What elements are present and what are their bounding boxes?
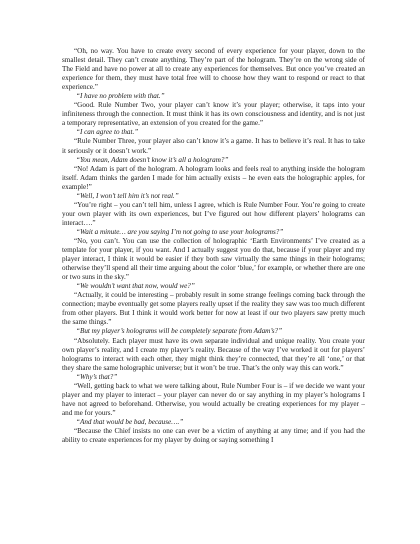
dialogue-line-italic: “I have no problem with that.” [76,92,165,101]
dialogue-line-italic: “And that would be bad, because….” [76,417,184,426]
dialogue-paragraph: “No! Adam is part of the hologram. A hologram looks and feels real to anything inside the hologram itself. Adam thinks the garden I made for him actually exists – he even eats the holographic apples, for example!” [62,164,365,191]
dialogue-line-italic: “We wouldn’t want that now, would we?” [76,282,195,291]
book-page-text [62,47,365,445]
dialogue-paragraph: “Oh, no way. You have to create every second of every experience for your player, down to the smallest detail. They can’t create anything. They’re part of the hologram. They’re on the wrong side of The Field and have no power at all to create any experiences for themselves. But once you’ve created an experience for them, they must have total free will to choose how they want to respond or react to that experience.” [62,47,365,92]
dialogue-line-italic: “Why’s that?” [76,372,118,381]
dialogue-line-italic: “But my player’s holograms will be completely separate from Adam’s?” [76,327,283,336]
dialogue-paragraph: “Good. Rule Number Two, your player can’t know it’s your player; otherwise, it taps into your infiniteness through the connection. It must think it has its own consciousness and identity, and is not just a temporary representative, an extension of you created for the game.” [62,101,365,128]
dialogue-paragraph: “You’re right – you can’t tell him, unless I agree, which is Rule Number Four. You’re going to create your own player with its own experiences, but I’ve figured out how different players’ holograms can interact….” [62,200,365,227]
dialogue-paragraph: “No, you can’t. You can use the collection of holographic ‘Earth Environments’ I’ve created as a template for your player, if you want. And I actually suggest you do that, because if your player and my player interact, I think it would be easier if they both saw virtually the same things in their holograms; otherwise they’ll spend all their time arguing about the color ‘blue,’ for example, or whether there are one or two suns in the sky.” [62,236,365,282]
dialogue-line-italic: “I can agree to that.” [76,128,139,137]
dialogue-paragraph: “Actually, it could be interesting – probably result in some strange feelings coming back through the connection; maybe eventually get some players really upset if the reality they saw was too much different from other players. But I think it would work better for now at least if our two players saw pretty much the same things.” [62,291,365,327]
dialogue-line-italic: “Well, I won’t tell him it’s not real.” [76,191,179,200]
dialogue-paragraph: “Absolutely. Each player must have its own separate individual and unique reality. You create your own player’s reality, and I create my player’s reality. Because of the way I’ve worked it out for players’ holograms to interact with each other, they might think they’re connected, that they’re all ‘one,’ or that they share the same holographic universe; but it won’t be true. That’s the only way this can work.” [62,336,365,372]
dialogue-paragraph: “Because the Chief insists no one can ever be a victim of anything at any time; and if you had the ability to create experiences for my player by doing or saying something I [62,426,365,445]
dialogue-paragraph: “Well, getting back to what we were talking about, Rule Number Four is – if we decide we want your player and my player to interact – your player can never do or say anything in my player’s holograms I have not agreed to beforehand. Otherwise, you would actually be creating experiences for my player – and me for yours.” [62,381,365,417]
dialogue-line-italic: “You mean, Adam doesn’t know it’s all a hologram?” [76,155,229,164]
dialogue-paragraph: “Rule Number Three, your player also can’t know it’s a game. It has to believe it’s real. It has to take it seriously or it doesn’t work.” [62,137,365,155]
dialogue-line-italic: “Wait a minute… are you saying I’m not going to use your holograms?” [76,227,284,236]
